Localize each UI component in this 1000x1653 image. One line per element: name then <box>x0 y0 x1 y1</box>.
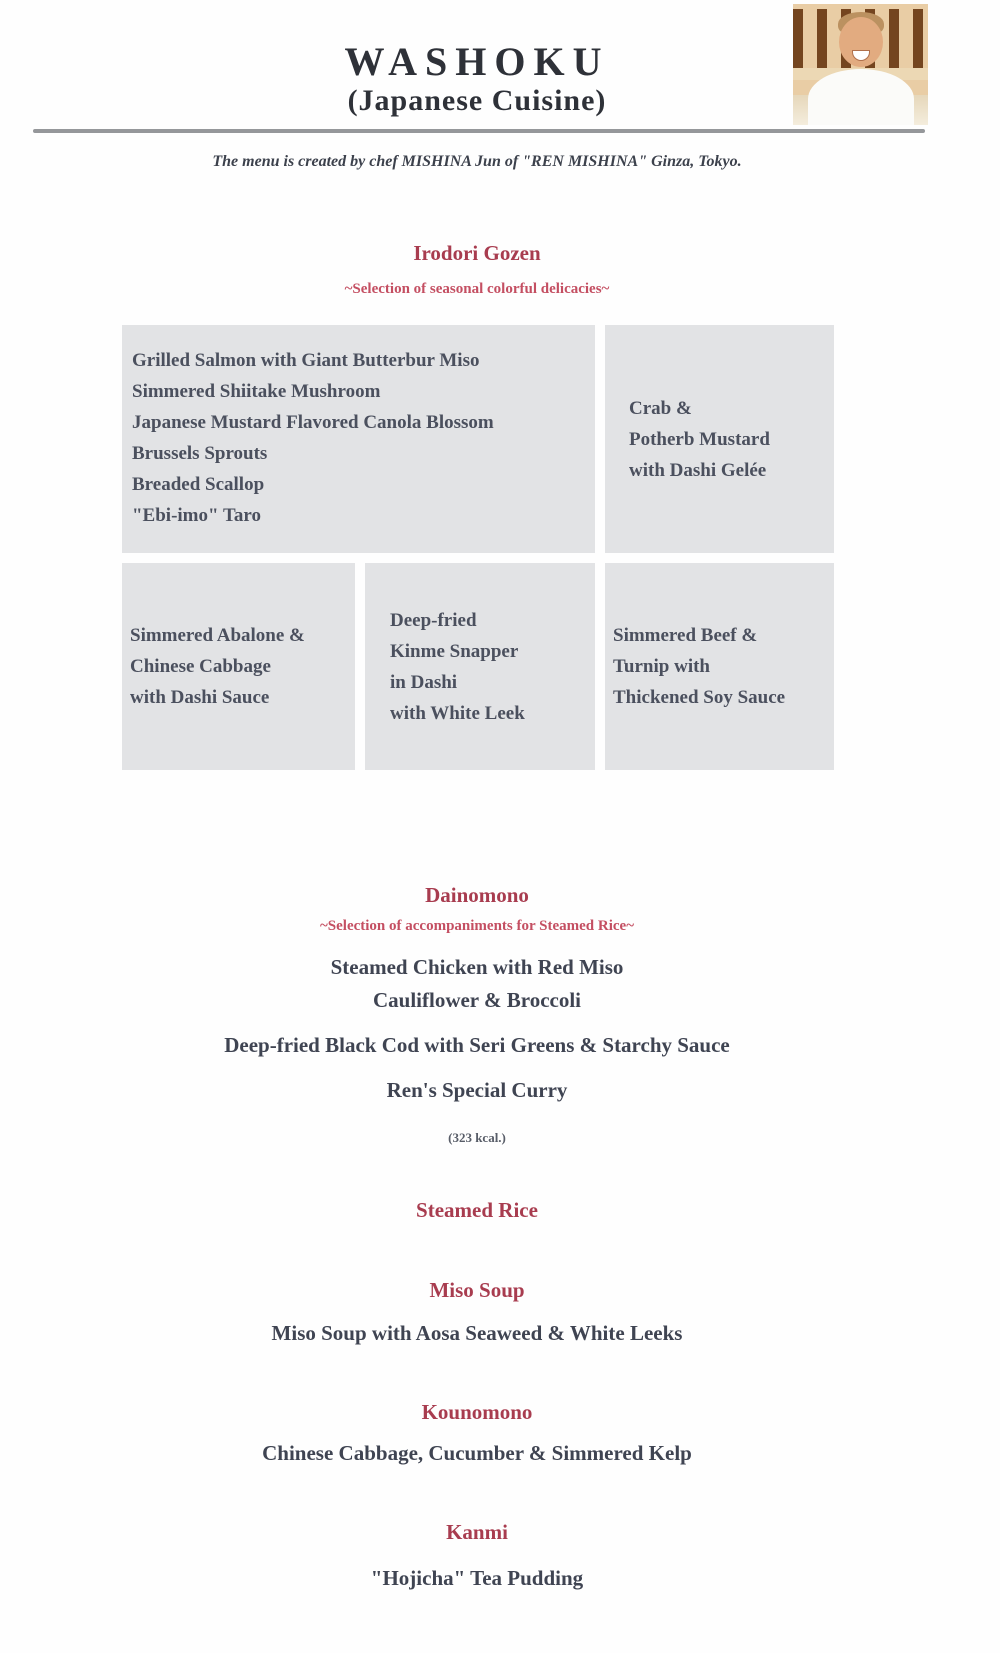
menu-line: Turnip with <box>613 656 710 677</box>
chef-white-coat <box>808 69 914 125</box>
section-heading-miso-soup: Miso Soup <box>429 1278 525 1302</box>
menu-line: in Dashi <box>390 671 458 693</box>
section-subheading-dainomono: ~Selection of accompaniments for Steamed Rice~ <box>319 918 634 934</box>
section-heading-kounomono: Kounomono <box>421 1400 533 1424</box>
menu-line: Japanese Mustard Flavored Canola Blossom <box>132 412 494 433</box>
page-title: WASHOKU <box>344 39 610 84</box>
menu-line: Crab & <box>629 397 692 419</box>
section-heading-dainomono: Dainomono <box>425 883 529 907</box>
menu-item-steamed-chicken: Steamed Chicken with Red Miso <box>330 955 624 979</box>
menu-line: Kinme Snapper <box>390 640 519 662</box>
menu-line: Potherb Mustard <box>629 428 770 450</box>
menu-box-assorted-delicacies <box>122 325 595 553</box>
menu-box-crab <box>605 325 834 553</box>
kcal-note: (323 kcal.) <box>448 1130 506 1145</box>
menu-line: Deep-fried <box>390 609 477 631</box>
menu-line: Simmered Shiitake Mushroom <box>132 381 381 402</box>
menu-line: with Dashi Sauce <box>130 687 270 708</box>
menu-item-special-curry: Ren's Special Curry <box>386 1078 568 1102</box>
section-heading-steamed-rice: Steamed Rice <box>416 1198 538 1222</box>
section-heading-irodori-gozen: Irodori Gozen <box>413 241 541 265</box>
menu-line: Chinese Cabbage <box>130 656 271 677</box>
menu-item-tea-pudding: "Hojicha" Tea Pudding <box>370 1566 584 1590</box>
menu-box-abalone <box>122 563 355 770</box>
section-subheading-irodori-gozen: ~Selection of seasonal colorful delicacies~ <box>344 281 610 297</box>
menu-box-beef-turnip <box>605 563 834 770</box>
menu-line: with White Leek <box>390 702 525 724</box>
chef-photo <box>793 4 928 125</box>
page-subtitle: (Japanese Cuisine) <box>347 84 607 117</box>
menu-box-kinme-snapper <box>365 563 595 770</box>
menu-line: "Ebi-imo" Taro <box>132 505 261 526</box>
header-divider <box>33 129 925 133</box>
menu-item-cauliflower-broccoli: Cauliflower & Broccoli <box>372 988 582 1012</box>
menu-line: Breaded Scallop <box>132 474 265 495</box>
chef-credit-line: The menu is created by chef MISHINA Jun of "REN MISHINA" Ginza, Tokyo. <box>212 153 742 170</box>
section-heading-kanmi: Kanmi <box>446 1520 508 1544</box>
menu-item-miso-soup: Miso Soup with Aosa Seaweed & White Leeks <box>271 1321 683 1345</box>
menu-line: with Dashi Gelée <box>629 459 767 481</box>
menu-line: Brussels Sprouts <box>132 443 268 464</box>
menu-line: Simmered Beef & <box>613 625 758 646</box>
menu-line: Simmered Abalone & <box>130 625 305 646</box>
menu-item-black-cod: Deep-fried Black Cod with Seri Greens & Starchy Sauce <box>224 1033 730 1057</box>
menu-line: Grilled Salmon with Giant Butterbur Miso <box>132 350 480 371</box>
menu-line: Thickened Soy Sauce <box>613 687 786 708</box>
menu-item-pickles: Chinese Cabbage, Cucumber & Simmered Kelp <box>262 1441 692 1465</box>
